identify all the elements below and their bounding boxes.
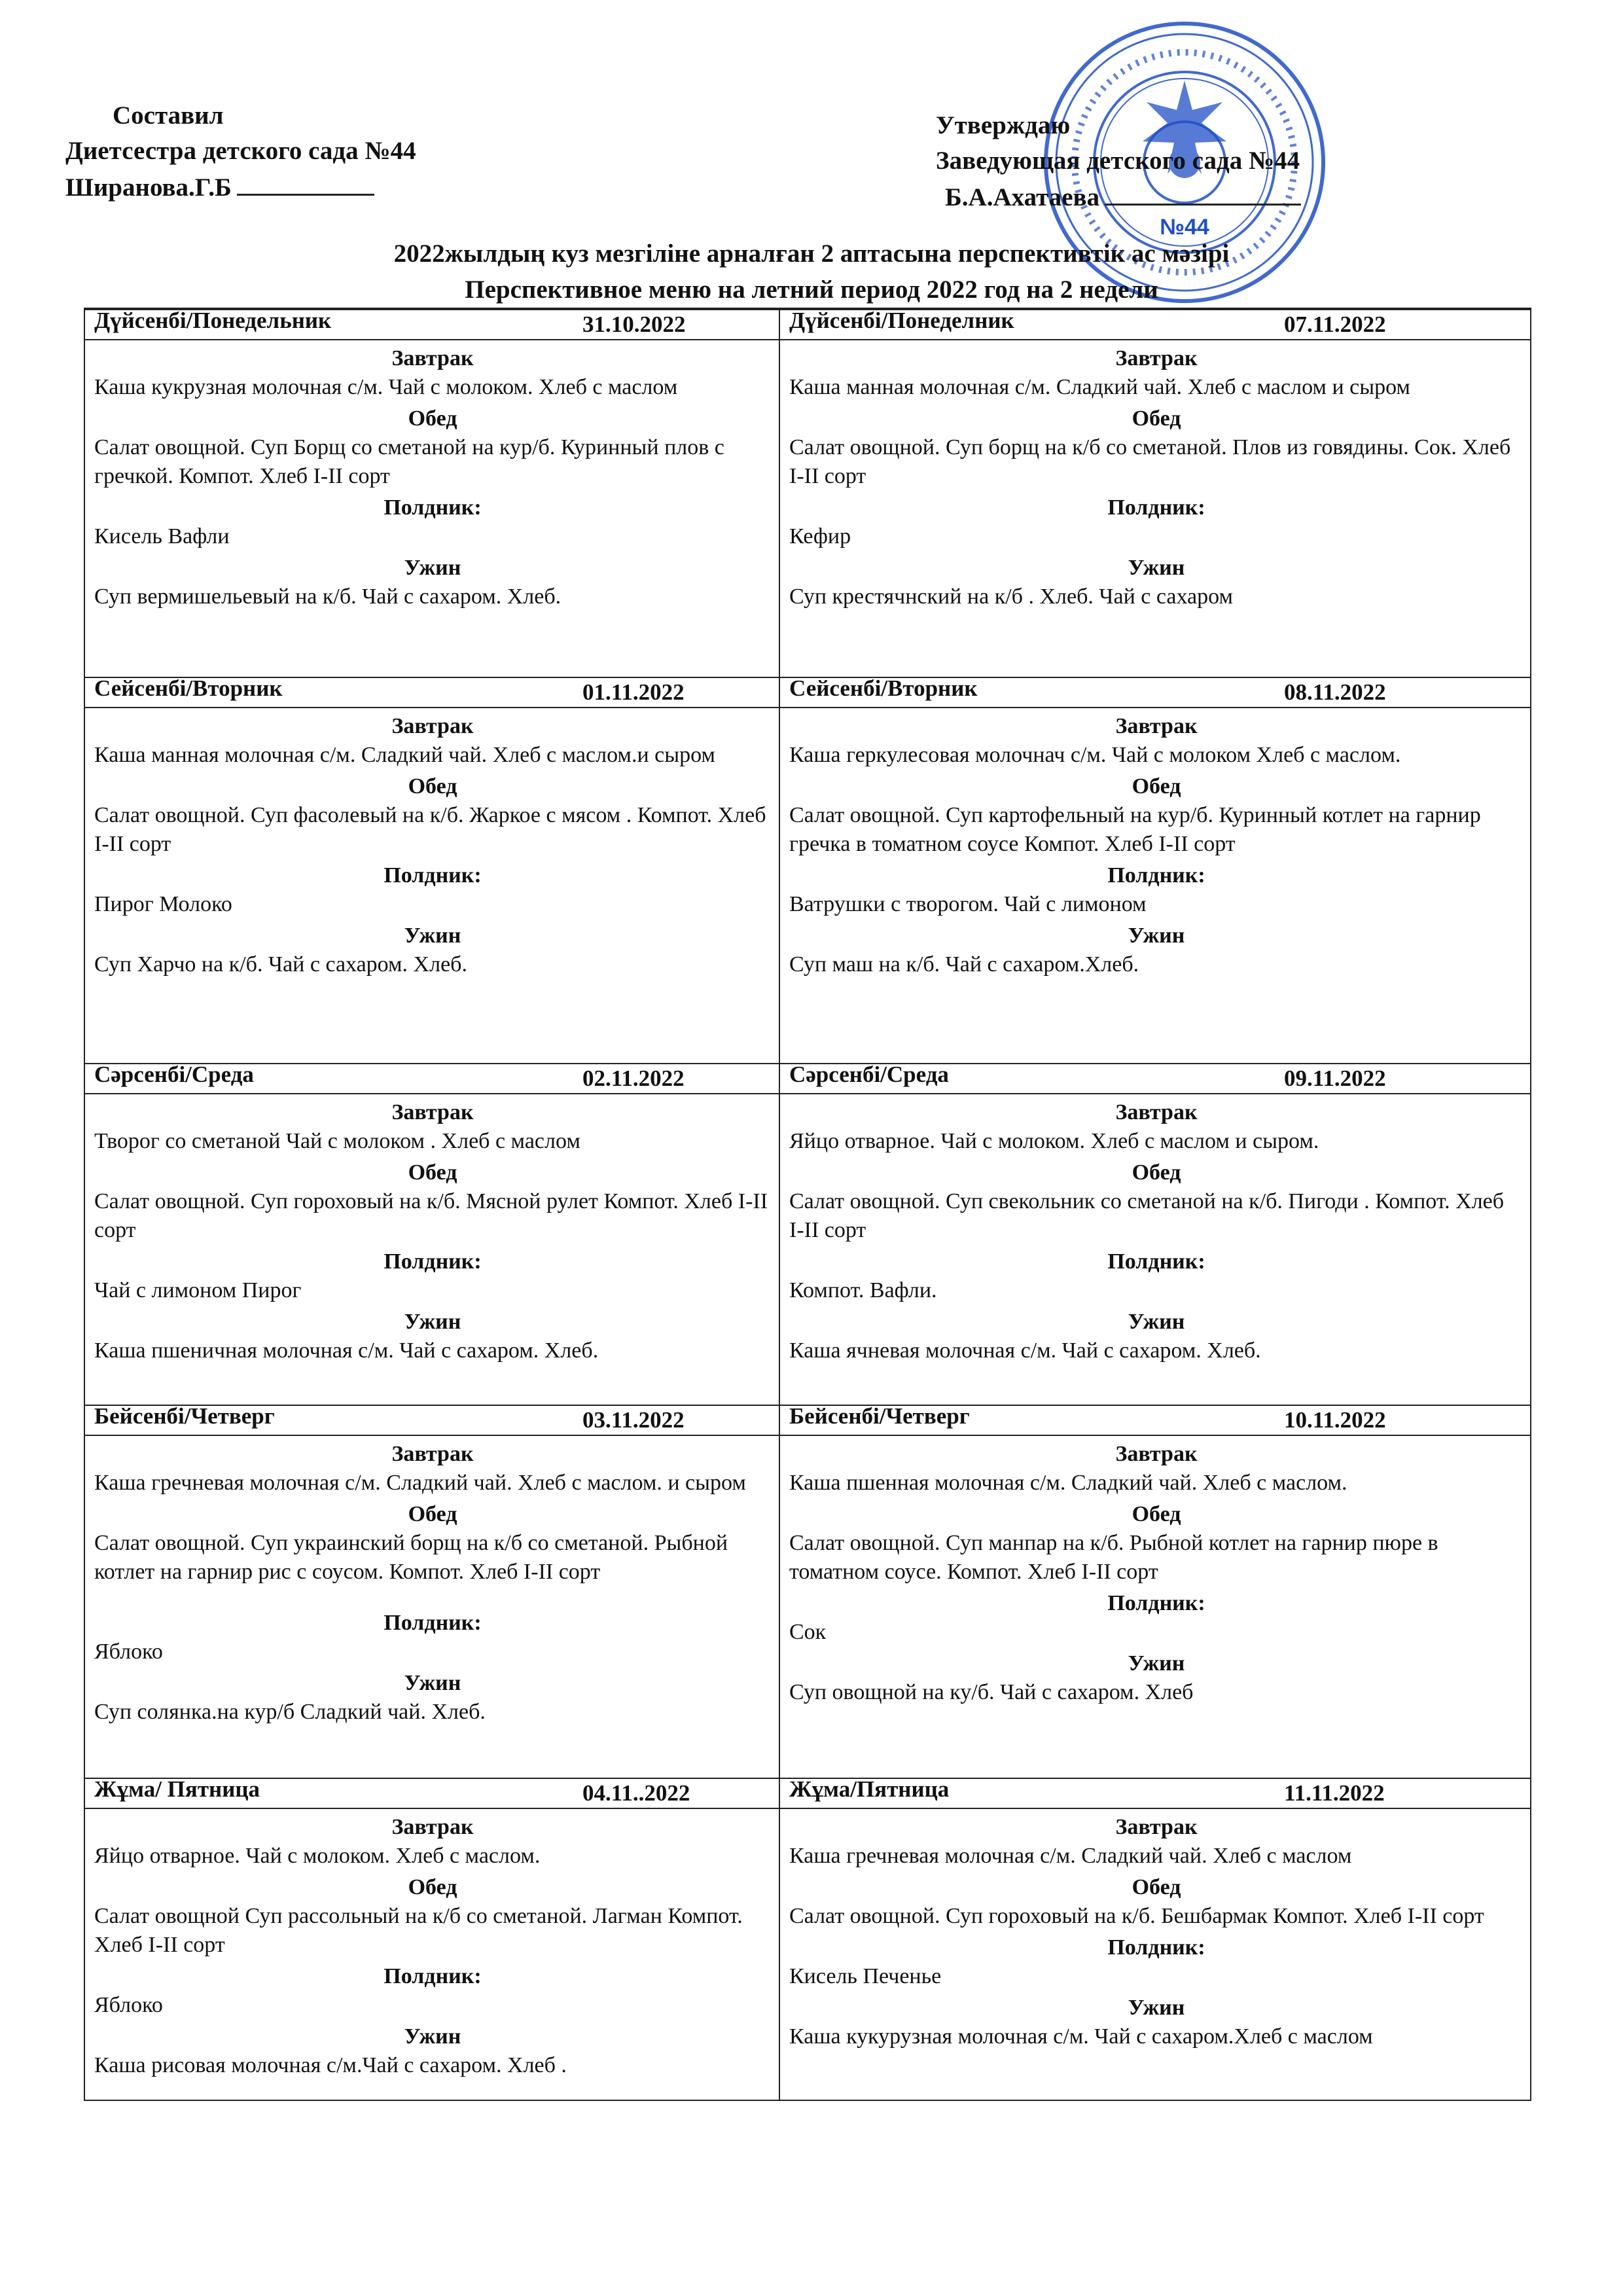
day-menu: [780, 708, 1531, 979]
breakfast-text: Каша геркулесовая молочнач с/м. Чай с молоком Хлеб с маслом.: [789, 743, 1401, 767]
menu-row: [85, 1063, 1530, 1405]
snack-text: Кисель Вафли: [94, 524, 230, 548]
lunch-label: Обед: [408, 1875, 457, 1899]
day-header: [85, 1776, 779, 1809]
day-menu: [85, 1809, 779, 2080]
day-cell-right: [780, 1403, 1531, 1778]
dinner-label: Ужин: [404, 556, 461, 580]
dinner-label: Ужин: [404, 924, 461, 948]
dinner-text: Каша рисовая молочная с/м.Чай с сахаром. Хлеб .: [94, 2053, 567, 2077]
day-menu: [780, 1436, 1531, 1707]
breakfast-label: Завтрак: [391, 1100, 474, 1124]
day-name: Бейсенбі/Четверг: [789, 1403, 970, 1429]
dinner-text: Суп овощной на ку/б. Чай с сахаром. Хлеб: [789, 1680, 1194, 1704]
day-menu: [780, 340, 1531, 611]
dinner-label: Ужин: [404, 1310, 461, 1334]
breakfast-text: Каша манная молочная с/м. Сладкий чай. Хлеб с маслом.и сыром: [94, 743, 715, 767]
day-header: [85, 1403, 779, 1436]
lunch-text: Салат овощной. Суп украинский борщ на к/б со сметаной. Рыбной котлет на гарнир рис с соусом. Компот. Хлеб I-II сорт: [94, 1531, 728, 1584]
day-header: [85, 310, 779, 340]
menu-row: [85, 677, 1530, 1063]
dinner-text: Каша кукурузная молочная с/м. Чай с сахаром.Хлеб с маслом: [789, 2024, 1373, 2049]
lunch-text: Салат овощной. Суп Борщ со сметаной на кур/б. Куринный плов с гречкой. Компот. Хлеб I-II сорт: [94, 435, 724, 488]
day-name: Сәрсенбі/Среда: [94, 1062, 254, 1087]
day-header: [780, 1403, 1531, 1436]
breakfast-text: Каша манная молочная с/м. Сладкий чай. Хлеб с маслом и сыром: [789, 375, 1410, 399]
dinner-text: Суп Харчо на к/б. Чай с сахаром. Хлеб.: [94, 952, 467, 977]
dinner-label: Ужин: [1128, 1310, 1185, 1334]
snack-label: Полдник:: [383, 495, 482, 520]
snack-label: Полдник:: [1107, 1935, 1205, 1960]
day-header: [780, 1776, 1531, 1809]
snack-text: Кефир: [789, 524, 851, 548]
dinner-text: Суп вермишельевый на к/б. Чай с сахаром. Хлеб.: [94, 584, 562, 609]
compiler-position: Диетсестра детского сада №44: [65, 137, 416, 165]
breakfast-label: Завтрак: [391, 714, 474, 738]
day-cell-left: [85, 1776, 779, 2102]
breakfast-text: Каша кукрузная молочная с/м. Чай с молоком. Хлеб с маслом: [94, 375, 678, 399]
breakfast-label: Завтрак: [391, 1442, 474, 1466]
breakfast-text: Яйцо отварное. Чай с молоком. Хлеб с маслом.: [94, 1844, 541, 1868]
breakfast-text: Творог со сметаной Чай с молоком . Хлеб с маслом: [94, 1129, 580, 1153]
lunch-label: Обед: [408, 1502, 457, 1526]
day-menu: [85, 340, 779, 611]
snack-text: Сок: [789, 1620, 827, 1644]
day-date: 02.11.2022: [582, 1066, 685, 1091]
day-menu: [85, 708, 779, 979]
day-menu: [85, 1094, 779, 1365]
day-name: Жұма/ Пятница: [94, 1776, 260, 1802]
day-date: 03.11.2022: [582, 1407, 685, 1433]
day-header: [780, 675, 1531, 708]
day-menu: [780, 1094, 1531, 1365]
snack-text: Компот. Вафли.: [789, 1278, 937, 1302]
snack-label: Полдник:: [383, 863, 482, 888]
spacer: [94, 1589, 771, 1609]
breakfast-label: Завтрак: [391, 346, 474, 370]
approver-block: [936, 108, 1301, 215]
day-name: Сейсенбі/Вторник: [789, 675, 978, 701]
breakfast-label: Завтрак: [391, 1815, 474, 1839]
snack-text: Кисель Печенье: [789, 1964, 942, 1988]
snack-label: Полдник:: [1107, 1249, 1205, 1274]
breakfast-label: Завтрак: [1115, 1100, 1198, 1124]
dinner-label: Ужин: [404, 2024, 461, 2049]
breakfast-label: Завтрак: [1115, 1815, 1198, 1839]
day-date: 31.10.2022: [582, 312, 686, 337]
day-date: 07.11.2022: [1284, 312, 1386, 337]
day-cell-right: [780, 1064, 1531, 1405]
dinner-text: Суп солянка.на кур/б Сладкий чай. Хлеб.: [94, 1700, 486, 1724]
dinner-text: Суп крестячнский на к/б . Хлеб. Чай с сахаром: [789, 584, 1233, 609]
snack-label: Полдник:: [1107, 1591, 1205, 1615]
day-date: 09.11.2022: [1284, 1066, 1386, 1091]
snack-label: Полдник:: [1107, 863, 1205, 888]
dinner-label: Ужин: [404, 1671, 461, 1695]
lunch-text: Салат овощной Суп рассольный на к/б со сметаной. Лагман Компот. Хлеб I-II сорт: [94, 1904, 743, 1957]
day-name: Дүйсенбі/Понеделник: [789, 308, 1014, 333]
lunch-label: Обед: [1132, 1502, 1181, 1526]
dinner-label: Ужин: [1128, 1651, 1185, 1676]
day-name: Сейсенбі/Вторник: [94, 675, 283, 701]
lunch-label: Обед: [1132, 774, 1181, 798]
snack-label: Полдник:: [383, 1611, 482, 1635]
lunch-text: Салат овощной. Суп гороховый на к/б. Мясной рулет Компот. Хлеб I-II сорт: [94, 1189, 768, 1242]
day-header: [85, 1064, 779, 1094]
lunch-label: Обед: [408, 1160, 457, 1185]
approver-signature-line: [1105, 179, 1301, 206]
lunch-label: Обед: [408, 774, 457, 798]
breakfast-label: Завтрак: [1115, 346, 1198, 370]
lunch-label: Обед: [1132, 406, 1181, 431]
lunch-label: Обед: [1132, 1160, 1181, 1185]
lunch-text: Салат овощной. Суп гороховый на к/б. Бешбармак Компот. Хлеб I-II сорт: [789, 1904, 1484, 1928]
day-date: 11.11.2022: [1284, 1780, 1385, 1806]
approver-label: Утверждаю: [936, 111, 1071, 139]
day-date: 04.11..2022: [582, 1780, 690, 1806]
snack-text: Чай с лимоном Пирог: [94, 1278, 302, 1302]
lunch-text: Салат овощной. Суп фасолевый на к/б. Жаркое с мясом . Компот. Хлеб I-II сорт: [94, 803, 766, 856]
breakfast-label: Завтрак: [1115, 714, 1198, 738]
approver-name-line: [936, 179, 1301, 215]
day-name: Жұма/Пятница: [789, 1776, 950, 1802]
day-menu: [85, 1436, 779, 1727]
snack-label: Полдник:: [1107, 495, 1205, 520]
day-cell-right: [780, 675, 1531, 1063]
dinner-label: Ужин: [1128, 924, 1185, 948]
day-cell-left: [85, 310, 779, 677]
menu-row: [85, 309, 1530, 677]
day-cell-left: [85, 675, 779, 1063]
title-russian: Перспективное меню на летний период 2022 год на 2 недели: [465, 276, 1158, 304]
snack-label: Полдник:: [383, 1964, 482, 1988]
day-name: Сәрсенбі/Среда: [789, 1062, 949, 1087]
snack-label: Полдник:: [383, 1249, 482, 1274]
compiler-name-line: [65, 169, 416, 206]
menu-row: [85, 1405, 1530, 1778]
breakfast-label: Завтрак: [1115, 1442, 1198, 1466]
menu-row: [85, 1778, 1530, 2102]
day-header: [780, 310, 1531, 340]
dinner-text: Суп маш на к/б. Чай с сахаром.Хлеб.: [789, 952, 1139, 977]
day-date: 10.11.2022: [1284, 1407, 1386, 1433]
approver-name: Б.А.Ахатаева: [945, 183, 1100, 211]
dinner-label: Ужин: [1128, 1996, 1185, 2020]
dinner-text: Каша ячневая молочная с/м. Чай с сахаром. Хлеб.: [789, 1338, 1261, 1363]
compiler-label: Составил: [113, 101, 224, 130]
day-cell-left: [85, 1064, 779, 1405]
lunch-text: Салат овощной. Суп манпар на к/б. Рыбной котлет на гарнир пюре в томатном соусе. Компот. Хлеб I-II сорт: [789, 1531, 1438, 1584]
compiler-name: Ширанова.Г.Б: [65, 173, 232, 202]
day-date: 01.11.2022: [582, 679, 685, 705]
dinner-label: Ужин: [1128, 556, 1185, 580]
breakfast-text: Каша гречневая молочная с/м. Сладкий чай. Хлеб с маслом: [789, 1844, 1352, 1868]
snack-text: Ватрушки с творогом. Чай с лимоном: [789, 892, 1147, 916]
snack-text: Яблоко: [94, 1993, 163, 2017]
lunch-label: Обед: [1132, 1875, 1181, 1899]
title-kazakh: 2022жылдың куз мезгіліне арналған 2 аптасына перспективтік ас мәзірі: [393, 240, 1230, 268]
day-name: Дүйсенбі/Понедельник: [94, 308, 332, 333]
day-cell-right: [780, 310, 1531, 677]
day-cell-right: [780, 1776, 1531, 2102]
breakfast-text: Каша пшенная молочная с/м. Сладкий чай. Хлеб с маслом.: [789, 1471, 1347, 1495]
lunch-label: Обед: [408, 406, 457, 431]
day-menu: [780, 1809, 1531, 2051]
snack-text: Яблоко: [94, 1640, 163, 1664]
approver-position: Заведующая детского сада №44: [936, 147, 1300, 175]
day-date: 08.11.2022: [1284, 679, 1386, 705]
lunch-text: Салат овощной. Суп картофельный на кур/б. Куринный котлет на гарнир гречка в томатном соусе Компот. Хлеб I-II сорт: [789, 803, 1481, 856]
day-header: [85, 675, 779, 708]
snack-text: Пирог Молоко: [94, 892, 232, 916]
breakfast-text: Каша гречневая молочная с/м. Сладкий чай. Хлеб с маслом. и сыром: [94, 1471, 746, 1495]
day-header: [780, 1064, 1531, 1094]
day-name: Бейсенбі/Четверг: [94, 1403, 275, 1429]
stamp-number: №44: [1160, 215, 1209, 240]
breakfast-text: Яйцо отварное. Чай с молоком. Хлеб с маслом и сыром.: [789, 1129, 1319, 1153]
compiler-signature-line: [237, 169, 374, 196]
compiler-block: [65, 98, 416, 206]
dinner-text: Каша пшеничная молочная с/м. Чай с сахаром. Хлеб.: [94, 1338, 599, 1363]
day-cell-left: [85, 1403, 779, 1778]
lunch-text: Салат овощной. Суп борщ на к/б со сметаной. Плов из говядины. Сок. Хлеб I-II сорт: [789, 435, 1511, 488]
menu-table: [84, 308, 1531, 2101]
lunch-text: Салат овощной. Суп свекольник со сметаной на к/б. Пигоди . Компот. Хлеб I-II сорт: [789, 1189, 1505, 1242]
